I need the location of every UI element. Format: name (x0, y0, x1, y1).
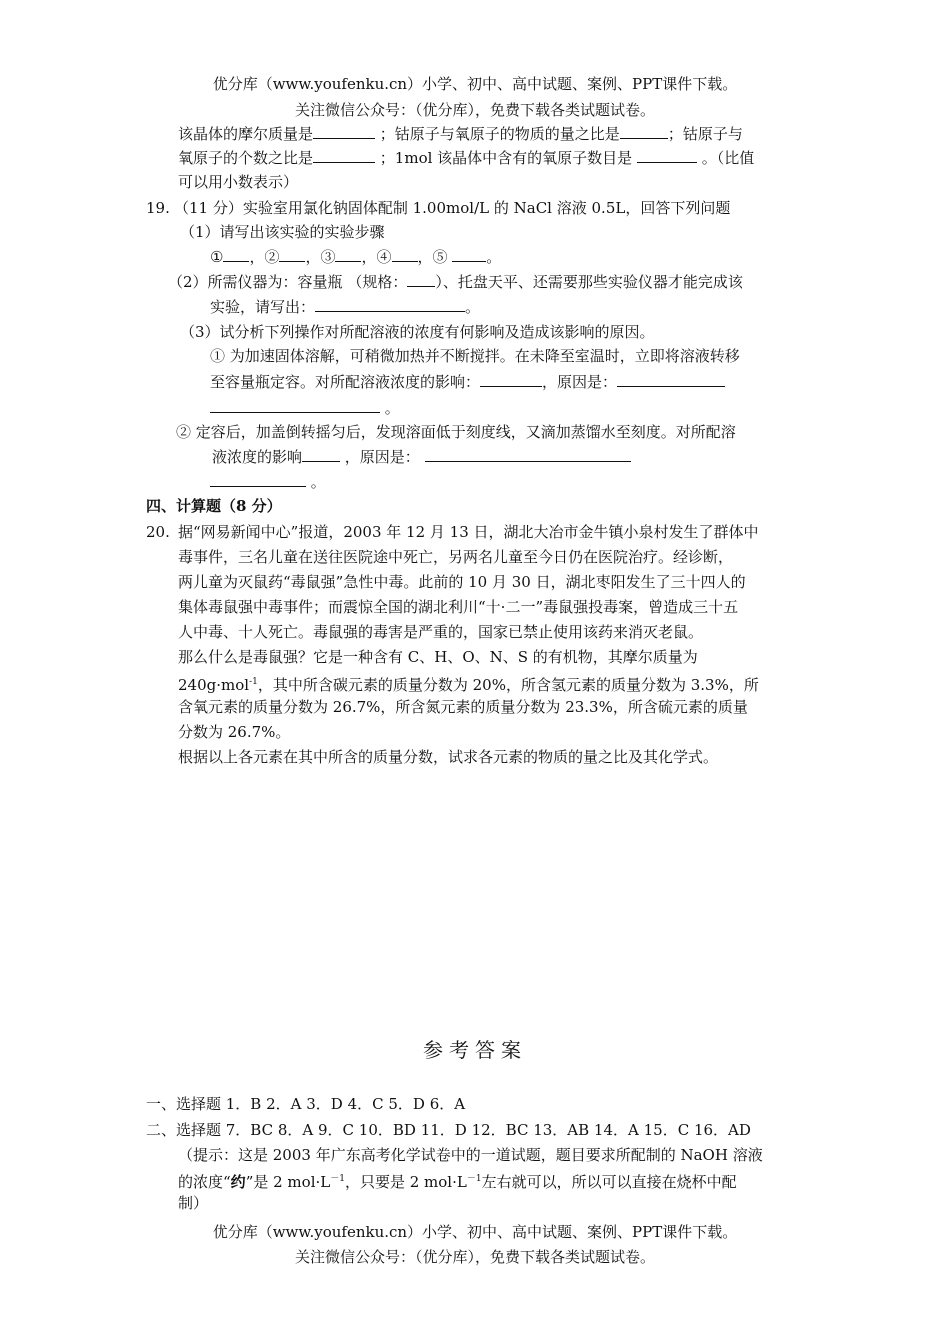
answers-part-1: 一、选择题 1．B 2．A 3．D 4．C 5．D 6．A (146, 1095, 466, 1113)
q19-sub1-line-2: 至容量瓶定容。对所配溶液浓度的影响： ，原因是： (210, 372, 725, 392)
answer-blank[interactable] (313, 148, 375, 163)
q20-line-6: 那么什么是毒鼠强？它是一种含有 C、H、O、N、S 的有机物，其摩尔质量为 (178, 648, 698, 666)
q18-line-2: 氧原子的个数之比是 ；1mol 该晶体中含有的氧原子数目是 。（比值 (178, 149, 755, 167)
q19-sub2-line-1: ② 定容后，加盖倒转摇匀后，发现溶面低于刻度线，又滴加蒸馏水至刻度。对所配溶 (176, 423, 736, 441)
header-line-1: 优分库（www.youfenku.cn）小学、初中、高中试题、案例、PPT课件下载。 (212, 75, 738, 93)
answers-part-2: 二、选择题 7．BC 8．A 9．C 10．BD 11．D 12．BC 13．AB 14．A 15．C 16．AD (146, 1121, 751, 1139)
header-line-2: 关注微信公众号：（优分库），免费下载各类试题试卷。 (294, 101, 655, 119)
q20-line-10: 根据以上各元素在其中所含的质量分数，试求各元素的物质的量之比及其化学式。 (178, 748, 719, 766)
answer-blank[interactable] (302, 447, 340, 462)
answers-hint-line-1: （提示：这是 2003 年广东高考化学试卷中的一道试题，题目要求所配制的 NaOH 溶液 (178, 1146, 763, 1164)
q20-line-9: 分数为 26.7%。 (178, 723, 291, 741)
answers-hint-line-3: 制） (178, 1194, 209, 1212)
answer-blank[interactable] (313, 124, 375, 139)
q20-line-7: 240g·mol$^{-1}$，其中所含碳元素的质量分数为 20%，所含氢元素的质量分数为 3.3%，所 (178, 676, 759, 694)
q20-line-1: 据“网易新闻中心”报道，2003 年 12 月 13 日，湖北大冶市金牛镇小泉村发生了群体中 (178, 523, 759, 541)
answer-blank[interactable] (637, 148, 697, 163)
answer-blank[interactable] (210, 472, 306, 487)
q19-part-3: （3）试分析下列操作对所配溶液的浓度有何影响及造成该影响的原因。 (180, 323, 655, 341)
answer-blank[interactable] (620, 124, 668, 139)
q19-part-1: （1）请写出该实验的实验步骤 (180, 223, 385, 241)
q20-line-5: 人中毒、十人死亡。毒鼠强的毒害是严重的，国家已禁止使用该药来消灭老鼠。 (178, 623, 704, 641)
answers-hint-line-2: 的浓度“约”是 2 $mol\cdot L^{-1}$，只要是 2 $mol\cdot L^{-1}$左右就可以，所以可以直接在烧杯中配 (178, 1173, 737, 1191)
answer-blank[interactable] (210, 398, 380, 413)
q20-line-4: 集体毒鼠强中毒事件；而震惊全国的湖北利川“十·二一”毒鼠强投毒案，曾造成三十五 (178, 598, 739, 616)
q20-line-3: 两儿童为灭鼠药“毒鼠强”急性中毒。此前的 10 月 30 日，湖北枣阳发生了三十四人的 (178, 573, 746, 591)
answer-blank[interactable] (407, 272, 435, 287)
q20-line-8: 含氧元素的质量分数为 26.7%，所含氮元素的质量分数为 23.3%，所含硫元素的质量 (178, 698, 748, 716)
q19-part-2-line-2: 实验，请写出： 。 (210, 298, 481, 316)
q19-number: 19. (146, 199, 170, 217)
q19-sub2-line-3: 。 (210, 472, 326, 492)
q19-part-2-line-1: （2）所需仪器为：容量瓶 （规格： ）、托盘天平、还需要那些实验仪器才能完成该 (168, 273, 743, 291)
answer-blank[interactable] (223, 247, 249, 262)
answer-blank[interactable] (315, 297, 465, 312)
answer-blank[interactable] (335, 247, 361, 262)
q20-line-2: 毒事件，三名儿童在送往医院途中死亡，另两名儿童至今日仍在医院治疗。经诊断， (178, 548, 734, 566)
q19-stem: （11 分）实验室用氯化钠固体配制 1.00mol/L 的 NaCl 溶液 0.5L，回答下列问题 (174, 199, 731, 217)
q18-line-3: 可以用小数表示） (178, 173, 299, 191)
answer-blank[interactable] (452, 247, 486, 262)
answer-blank[interactable] (392, 247, 418, 262)
footer-line-1: 优分库（www.youfenku.cn）小学、初中、高中试题、案例、PPT课件下载。 (212, 1223, 738, 1241)
answer-blank[interactable] (425, 447, 631, 462)
q20-number: 20. (146, 523, 170, 541)
q19-steps-line: ① ，② ，③ ，④ ，⑤ 。 (210, 248, 502, 266)
q18-line-1: 该晶体的摩尔质量是 ；钴原子与氧原子的物质的量之比是 ；钴原子与 (178, 125, 743, 143)
q19-sub1-line-3: 。 (210, 398, 400, 418)
section-4-heading: 四、计算题（8 分） (146, 497, 282, 515)
answers-title: 参考答案 (423, 1038, 527, 1062)
q19-sub1-line-1: ① 为加速固体溶解，可稍微加热并不断搅拌。在未降至室温时，立即将溶液转移 (210, 347, 740, 365)
answer-blank[interactable] (279, 247, 305, 262)
footer-line-2: 关注微信公众号：（优分库），免费下载各类试题试卷。 (294, 1248, 655, 1266)
answer-blank[interactable] (617, 372, 725, 387)
answer-blank[interactable] (480, 372, 542, 387)
q19-sub2-line-2: 液浓度的影响 ，原因是： (212, 447, 631, 467)
